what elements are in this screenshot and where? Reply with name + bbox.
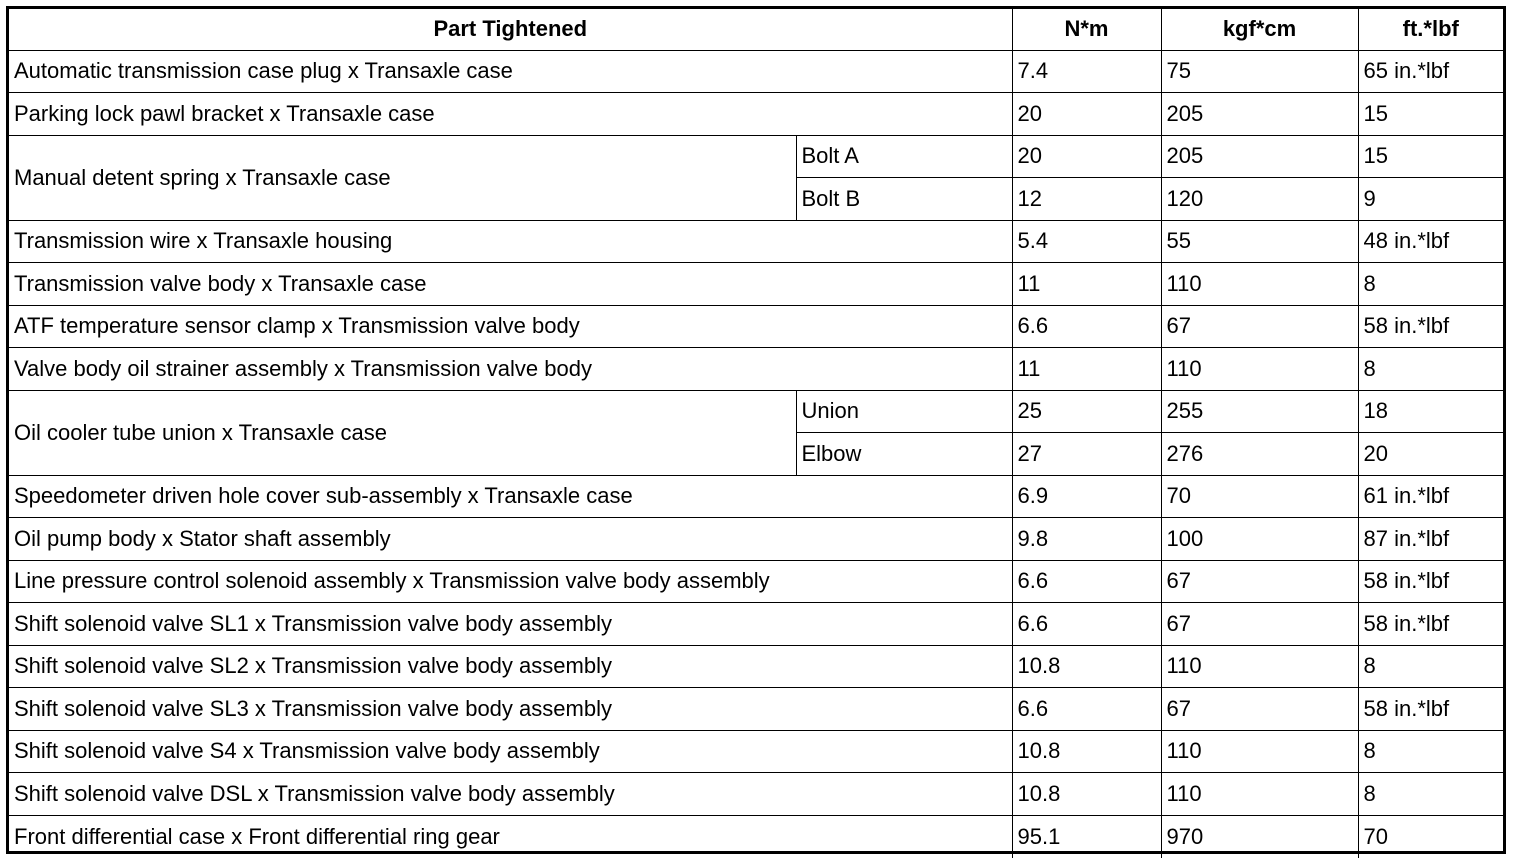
torque-nm-cell: 27 [1012,433,1161,476]
torque-ft-lbf-cell: 48 in.*lbf [1358,220,1503,263]
torque-kgf-cm-cell: 110 [1161,263,1358,306]
part-tightened-cell: Shift solenoid valve S4 x Transmission valve body assembly [9,730,1012,773]
torque-kgf-cm-cell: 110 [1161,773,1358,816]
torque-kgf-cm-cell: 120 [1161,178,1358,221]
torque-nm-cell: 5.4 [1012,220,1161,263]
torque-ft-lbf-cell: 65 in.*lbf [1358,50,1503,93]
torque-kgf-cm-cell: 100 [1161,518,1358,561]
table-row [9,305,1503,348]
torque-nm-cell: 20 [1012,93,1161,136]
torque-ft-lbf-cell: 8 [1358,773,1503,816]
table-row [9,390,1503,433]
table-row [9,263,1503,306]
torque-kgf-cm-cell: 67 [1161,688,1358,731]
torque-nm-cell: 6.6 [1012,560,1161,603]
part-tightened-cell: Manual detent spring x Transaxle case [9,135,796,220]
torque-ft-lbf-cell: 58 in.*lbf [1358,688,1503,731]
header-ft-lbf: ft.*lbf [1358,9,1503,50]
torque-kgf-cm-cell: 255 [1161,390,1358,433]
torque-nm-cell: 11 [1012,348,1161,391]
torque-nm-cell: 20 [1012,135,1161,178]
torque-nm-cell: 6.6 [1012,305,1161,348]
torque-ft-lbf-cell: 15 [1358,135,1503,178]
table-row [9,50,1503,93]
torque-kgf-cm-cell: 67 [1161,603,1358,646]
table-row [9,518,1503,561]
table-body [9,50,1503,858]
table-row [9,645,1503,688]
torque-ft-lbf-cell: 87 in.*lbf [1358,518,1503,561]
table-row [9,348,1503,391]
torque-ft-lbf-cell: 58 in.*lbf [1358,305,1503,348]
part-tightened-cell: Transmission valve body x Transaxle case [9,263,1012,306]
torque-kgf-cm-cell: 110 [1161,348,1358,391]
header-nm: N*m [1012,9,1161,50]
torque-kgf-cm-cell: 276 [1161,433,1358,476]
torque-table-frame [6,6,1506,854]
torque-kgf-cm-cell: 70 [1161,475,1358,518]
part-tightened-cell: Parking lock pawl bracket x Transaxle case [9,93,1012,136]
torque-ft-lbf-cell: 8 [1358,645,1503,688]
table-row [9,560,1503,603]
torque-kgf-cm-cell: 75 [1161,50,1358,93]
torque-kgf-cm-cell: 110 [1161,645,1358,688]
torque-ft-lbf-cell: 8 [1358,263,1503,306]
torque-ft-lbf-cell: 15 [1358,93,1503,136]
table-row [9,815,1503,858]
torque-ft-lbf-cell: 8 [1358,348,1503,391]
torque-kgf-cm-cell: 67 [1161,560,1358,603]
torque-nm-cell: 10.8 [1012,730,1161,773]
fastener-label-cell: Bolt A [796,135,1012,178]
part-tightened-cell: Oil cooler tube union x Transaxle case [9,390,796,475]
torque-kgf-cm-cell: 970 [1161,815,1358,858]
torque-spec-table [9,9,1503,858]
table-row [9,220,1503,263]
part-tightened-cell: Line pressure control solenoid assembly x Transmission valve body assembly [9,560,1012,603]
part-tightened-cell: Shift solenoid valve DSL x Transmission valve body assembly [9,773,1012,816]
fastener-label-cell: Bolt B [796,178,1012,221]
torque-kgf-cm-cell: 205 [1161,93,1358,136]
part-tightened-cell: Valve body oil strainer assembly x Transmission valve body [9,348,1012,391]
part-tightened-cell: Shift solenoid valve SL1 x Transmission valve body assembly [9,603,1012,646]
torque-nm-cell: 9.8 [1012,518,1161,561]
header-kgf-cm: kgf*cm [1161,9,1358,50]
torque-ft-lbf-cell: 58 in.*lbf [1358,603,1503,646]
table-header-row [9,9,1503,50]
torque-nm-cell: 10.8 [1012,773,1161,816]
torque-nm-cell: 6.6 [1012,603,1161,646]
torque-kgf-cm-cell: 205 [1161,135,1358,178]
torque-ft-lbf-cell: 18 [1358,390,1503,433]
part-tightened-cell: Speedometer driven hole cover sub-assembly x Transaxle case [9,475,1012,518]
torque-kgf-cm-cell: 55 [1161,220,1358,263]
fastener-label-cell: Union [796,390,1012,433]
torque-ft-lbf-cell: 8 [1358,730,1503,773]
torque-nm-cell: 11 [1012,263,1161,306]
table-row [9,93,1503,136]
table-row [9,773,1503,816]
table-row [9,730,1503,773]
part-tightened-cell: ATF temperature sensor clamp x Transmission valve body [9,305,1012,348]
part-tightened-cell: Automatic transmission case plug x Transaxle case [9,50,1012,93]
torque-ft-lbf-cell: 9 [1358,178,1503,221]
torque-nm-cell: 6.6 [1012,688,1161,731]
torque-nm-cell: 25 [1012,390,1161,433]
torque-ft-lbf-cell: 58 in.*lbf [1358,560,1503,603]
torque-ft-lbf-cell: 20 [1358,433,1503,476]
torque-kgf-cm-cell: 67 [1161,305,1358,348]
table-row [9,688,1503,731]
header-part-tightened: Part Tightened [9,9,1012,50]
torque-nm-cell: 12 [1012,178,1161,221]
part-tightened-cell: Transmission wire x Transaxle housing [9,220,1012,263]
torque-nm-cell: 10.8 [1012,645,1161,688]
torque-ft-lbf-cell: 61 in.*lbf [1358,475,1503,518]
table-row [9,603,1503,646]
torque-nm-cell: 6.9 [1012,475,1161,518]
torque-nm-cell: 95.1 [1012,815,1161,858]
torque-ft-lbf-cell: 70 [1358,815,1503,858]
torque-kgf-cm-cell: 110 [1161,730,1358,773]
part-tightened-cell: Shift solenoid valve SL3 x Transmission valve body assembly [9,688,1012,731]
fastener-label-cell: Elbow [796,433,1012,476]
part-tightened-cell: Shift solenoid valve SL2 x Transmission valve body assembly [9,645,1012,688]
torque-nm-cell: 7.4 [1012,50,1161,93]
table-row [9,135,1503,178]
part-tightened-cell: Front differential case x Front differential ring gear [9,815,1012,858]
part-tightened-cell: Oil pump body x Stator shaft assembly [9,518,1012,561]
table-row [9,475,1503,518]
